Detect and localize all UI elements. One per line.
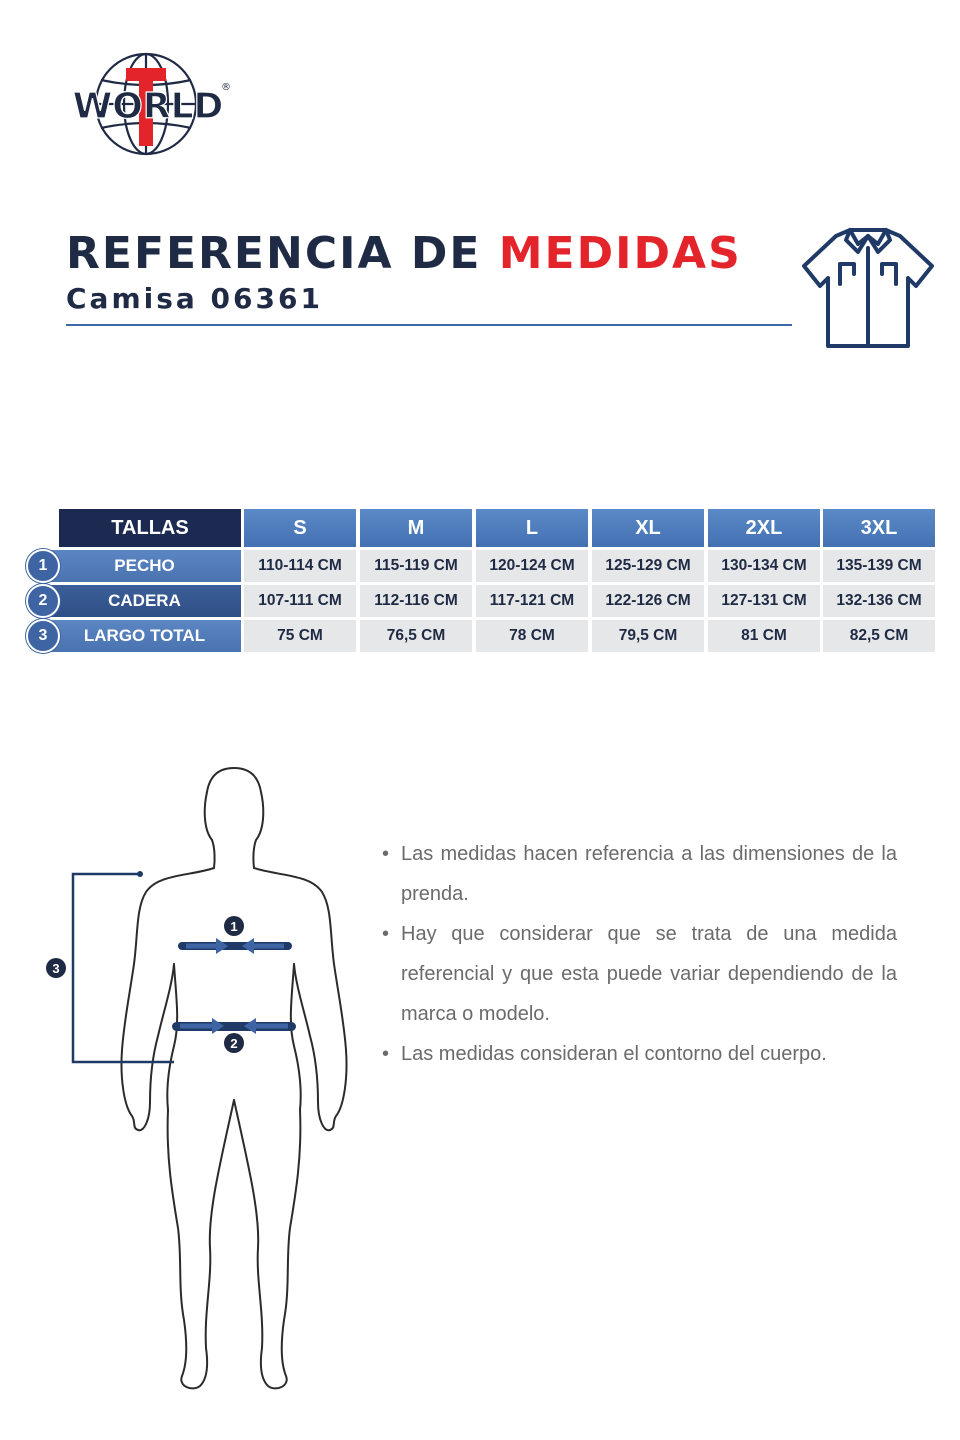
table-cell: 135-139 CM — [823, 550, 935, 582]
row-label-pecho: PECHO — [48, 550, 241, 582]
size-header: L — [476, 509, 588, 547]
table-cell: 112-116 CM — [360, 585, 472, 617]
marker-3 — [46, 958, 66, 978]
table-cell: 122-126 CM — [592, 585, 704, 617]
marker-1 — [224, 916, 244, 936]
page-title — [66, 228, 742, 279]
note-item — [382, 1034, 897, 1074]
row-number-badge: 2 — [26, 584, 60, 618]
title-divider — [66, 324, 792, 326]
table-cell: 132-136 CM — [823, 585, 935, 617]
measurement-notes — [382, 834, 897, 1074]
note-text: Las medidas consideran el contorno del cuerpo. — [401, 1043, 827, 1065]
row-number-badge: 1 — [26, 549, 60, 583]
hip-arrows — [172, 1018, 296, 1034]
bullet: • — [382, 1043, 390, 1065]
logo-text: WORLD — [72, 86, 224, 127]
size-header: 2XL — [708, 509, 820, 547]
note-text: Hay que considerar que se trata de una medida referencial y que esta puede variar dependiendo de la marca o modelo. — [401, 923, 897, 1025]
table-cell: 81 CM — [708, 620, 820, 652]
size-header: S — [244, 509, 356, 547]
table-cell: 76,5 CM — [360, 620, 472, 652]
size-header: XL — [592, 509, 704, 547]
body-measurement-figure — [40, 760, 360, 1400]
note-item — [382, 914, 897, 1034]
chest-arrows — [178, 938, 292, 954]
row-label-largo-total: LARGO TOTAL — [48, 620, 241, 652]
table-cell: 130-134 CM — [708, 550, 820, 582]
table-cell: 82,5 CM — [823, 620, 935, 652]
title-accent: MEDIDAS — [498, 228, 742, 279]
table-cell: 127-131 CM — [708, 585, 820, 617]
table-cell: 125-129 CM — [592, 550, 704, 582]
marker-3-label: 3 — [52, 961, 60, 976]
shirt-icon — [800, 218, 936, 354]
size-header: 3XL — [823, 509, 935, 547]
size-header: M — [360, 509, 472, 547]
brand-logo — [70, 50, 235, 160]
registered-mark: ® — [221, 82, 231, 93]
title-main: REFERENCIA DE — [66, 228, 482, 279]
marker-2 — [224, 1033, 244, 1053]
note-item — [382, 834, 897, 914]
row-number-badge: 3 — [26, 619, 60, 653]
table-cell: 110-114 CM — [244, 550, 356, 582]
table-cell: 75 CM — [244, 620, 356, 652]
table-header-tallas: TALLAS — [59, 509, 241, 547]
marker-2-label: 2 — [230, 1036, 238, 1051]
table-cell: 120-124 CM — [476, 550, 588, 582]
bullet: • — [382, 923, 390, 945]
table-cell: 79,5 CM — [592, 620, 704, 652]
body-outline — [121, 768, 346, 1388]
row-label-cadera: CADERA — [48, 585, 241, 617]
marker-1-label: 1 — [230, 919, 238, 934]
page-subtitle: Camisa 06361 — [66, 282, 323, 315]
table-cell: 115-119 CM — [360, 550, 472, 582]
table-cell: 117-121 CM — [476, 585, 588, 617]
bullet: • — [382, 843, 390, 865]
table-cell: 107-111 CM — [244, 585, 356, 617]
note-text: Las medidas hacen referencia a las dimensiones de la prenda. — [401, 843, 897, 905]
table-cell: 78 CM — [476, 620, 588, 652]
